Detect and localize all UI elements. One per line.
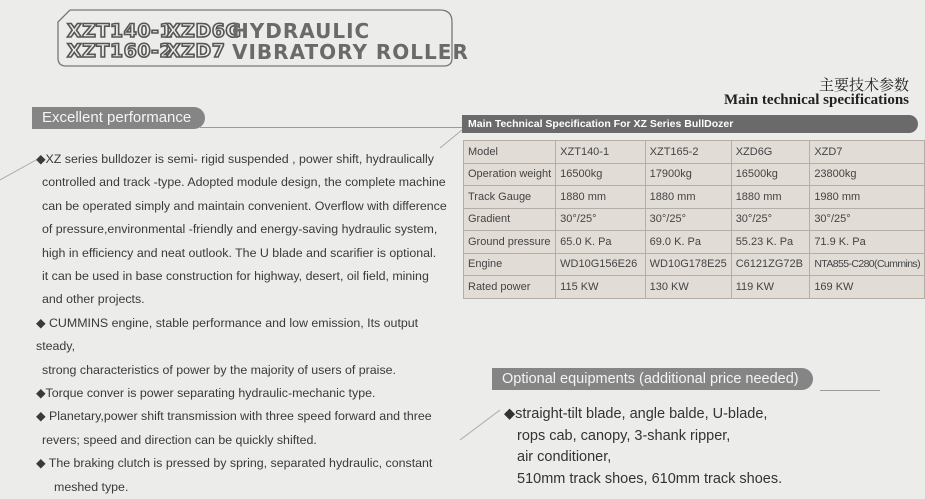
performance-heading: Excellent performance <box>32 107 205 129</box>
spec-row <box>464 276 925 299</box>
spec-cell: 1880 mm <box>731 186 810 209</box>
spec-cell: 169 KW <box>810 276 925 299</box>
optional-line: ◆straight-tilt blade, angle balde, U-blade, <box>504 406 768 422</box>
spec-cell: 1980 mm <box>810 186 925 209</box>
optional-line: 510mm track shoes, 610mm track shoes. <box>517 470 783 487</box>
spec-cell: XZD6G <box>731 141 810 164</box>
performance-line: controlled and track -type. Adopted module design, the complete machine <box>42 175 446 190</box>
title-model-top-1: XZT140-1 <box>67 20 174 42</box>
spec-cell: 115 KW <box>556 276 645 299</box>
title-model-top-2: XZD6G <box>166 20 242 42</box>
spec-cell: 65.0 K. Pa <box>556 231 645 254</box>
spec-cell: 16500kg <box>731 163 810 186</box>
optional-heading: Optional equipments (additional price needed) <box>492 368 813 390</box>
spec-row <box>464 208 925 231</box>
spec-row <box>464 141 925 164</box>
performance-line: ◆ The braking clutch is pressed by spring, separated hydraulic, constant <box>36 456 433 471</box>
performance-line: ◆XZ series bulldozer is semi- rigid suspended , power shift, hydraulically <box>36 152 434 166</box>
spec-cell: 119 KW <box>731 276 810 299</box>
optional-line: rops cab, canopy, 3-shank ripper, <box>517 427 731 444</box>
spec-cell: 30°/25° <box>810 208 925 231</box>
spec-cell: NTA855-C280(Cummins) <box>810 253 925 276</box>
spec-cell: 55.23 K. Pa <box>731 231 810 254</box>
performance-line: meshed type. <box>54 479 129 494</box>
spec-cell: 30°/25° <box>731 208 810 231</box>
title-model-bottom-1: XZT160-2 <box>67 40 174 62</box>
spec-cell: C6121ZG72B <box>731 253 810 276</box>
title-model-bottom-2: XZD7 <box>166 40 226 62</box>
spec-cell: 30°/25° <box>645 208 731 231</box>
spec-table-title: Main Technical Specification For XZ Series BullDozer <box>462 115 918 133</box>
performance-line: and other projects. <box>42 292 145 307</box>
performance-line: high in efficiency and neat outlook. The U blade and scarifier is optional. <box>42 245 437 260</box>
spec-cell: XZT165-2 <box>645 141 731 164</box>
performance-line: can be operated simply and maintain convenient. Overflow with difference <box>42 198 447 213</box>
performance-line: ◆ CUMMINS engine, stable performance and low emission, Its output steady, <box>36 315 419 354</box>
performance-line: ◆Torque conver is power separating hydraulic-mechanic type. <box>36 386 376 401</box>
spec-row <box>464 231 925 254</box>
spec-row <box>464 186 925 209</box>
spec-cell: 1880 mm <box>556 186 645 209</box>
title-word-bottom: VIBRATORY ROLLER <box>232 40 469 64</box>
spec-cell: 71.9 K. Pa <box>810 231 925 254</box>
optional-text <box>504 404 914 490</box>
optional-heading-rule <box>820 390 880 391</box>
title-block <box>0 0 470 80</box>
spec-cell: 23800kg <box>810 163 925 186</box>
spec-table <box>463 140 925 299</box>
spec-cell: XZD7 <box>810 141 925 164</box>
spec-row <box>464 253 925 276</box>
performance-line: it can be used in base construction for highway, desert, oil field, mining <box>42 269 429 284</box>
spec-row-label: Ground pressure <box>464 231 556 254</box>
spec-cell: 17900kg <box>645 163 731 186</box>
spec-cell: 16500kg <box>556 163 645 186</box>
spec-cell: XZT140-1 <box>556 141 645 164</box>
performance-line: revers; speed and direction can be quickly shifted. <box>42 432 317 447</box>
spec-cell: 1880 mm <box>645 186 731 209</box>
spec-cell: WD10G178E25 <box>645 253 731 276</box>
spec-heading-en: Main technical specifications <box>724 92 909 108</box>
spec-row-label: Engine <box>464 253 556 276</box>
spec-heading-cn: 主要技术参数 <box>818 76 909 94</box>
performance-text <box>36 148 456 499</box>
performance-heading-rule <box>200 127 462 128</box>
spec-cell: WD10G156E26 <box>556 253 645 276</box>
performance-line: of pressure,environmental -friendly and energy-saving hydraulic system, <box>42 222 438 237</box>
spec-row-label: Model <box>464 141 556 164</box>
spec-row-label: Rated power <box>464 276 556 299</box>
performance-line: strong characteristics of power by the majority of users of praise. <box>42 362 396 377</box>
spec-row-label: Gradient <box>464 208 556 231</box>
performance-line: ◆ Planetary,power shift transmission with three speed forward and three <box>36 409 432 424</box>
spec-cell: 30°/25° <box>556 208 645 231</box>
spec-cell: 69.0 K. Pa <box>645 231 731 254</box>
spec-row-label: Track Gauge <box>464 186 556 209</box>
spec-row <box>464 163 925 186</box>
spec-row-label: Operation weight <box>464 163 556 186</box>
title-word-top: HYDRAULIC <box>232 19 371 43</box>
spec-cell: 130 KW <box>645 276 731 299</box>
optional-line: air conditioner, <box>517 449 612 465</box>
